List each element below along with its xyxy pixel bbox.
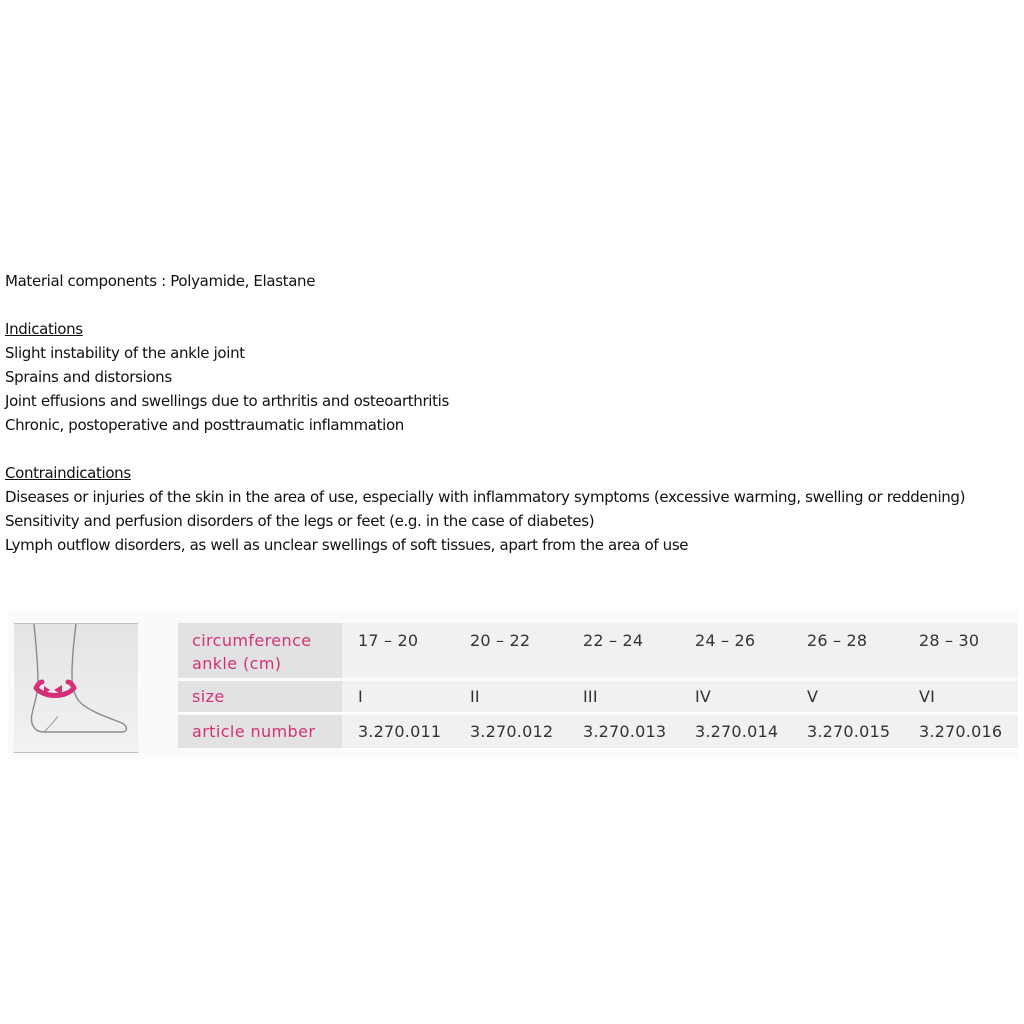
size-row xyxy=(178,681,1018,713)
size-cell: IV xyxy=(695,687,712,706)
spacer xyxy=(5,437,965,461)
circumference-cell: 26 – 28 xyxy=(807,631,868,650)
size-cell: VI xyxy=(919,687,936,706)
product-description xyxy=(5,269,965,557)
article-number-cell: 3.270.012 xyxy=(470,722,554,741)
indication-item: Chronic, postoperative and posttraumatic inflammation xyxy=(5,416,404,434)
size-label: size xyxy=(178,681,342,712)
indication-item: Slight instability of the ankle joint xyxy=(5,344,245,362)
contraindications-heading: Contraindications xyxy=(5,464,131,482)
article-number-cell: 3.270.015 xyxy=(807,722,891,741)
circumference-row xyxy=(178,623,1018,679)
size-cell: II xyxy=(470,687,480,706)
article-number-cell: 3.270.013 xyxy=(583,722,667,741)
ankle-measurement-icon xyxy=(14,624,138,752)
circumference-cell: 17 – 20 xyxy=(358,631,419,650)
indication-item: Sprains and distorsions xyxy=(5,368,172,386)
material-line: Material components : Polyamide, Elastane xyxy=(5,272,316,290)
size-chart xyxy=(8,611,1018,759)
article-number-cell: 3.270.016 xyxy=(919,722,1003,741)
circumference-label-text: circumference ankle (cm) xyxy=(192,631,312,673)
contraindication-item: Diseases or injuries of the skin in the area of use, especially with inflammatory symptoms (excessive warming, swelling or reddening) xyxy=(5,488,966,506)
indication-item: Joint effusions and swellings due to arthritis and osteoarthritis xyxy=(5,392,449,410)
indications-heading: Indications xyxy=(5,320,83,338)
size-cell: III xyxy=(583,687,598,706)
contraindication-item: Lymph outflow disorders, as well as unclear swellings of soft tissues, apart from the area of use xyxy=(5,536,689,554)
spacer xyxy=(5,293,965,317)
article-number-row xyxy=(178,715,1018,749)
circumference-cell: 28 – 30 xyxy=(919,631,980,650)
article-number-cell: 3.270.011 xyxy=(358,722,442,741)
size-cell: V xyxy=(807,687,819,706)
contraindication-item: Sensitivity and perfusion disorders of the legs or feet (e.g. in the case of diabetes) xyxy=(5,512,595,530)
circumference-label xyxy=(178,623,342,678)
size-cell: I xyxy=(358,687,363,706)
article-number-cell: 3.270.014 xyxy=(695,722,779,741)
circumference-cell: 20 – 22 xyxy=(470,631,531,650)
circumference-cell: 22 – 24 xyxy=(583,631,644,650)
ankle-illustration xyxy=(14,623,138,753)
article-number-label: article number xyxy=(178,715,342,748)
circumference-cell: 24 – 26 xyxy=(695,631,756,650)
